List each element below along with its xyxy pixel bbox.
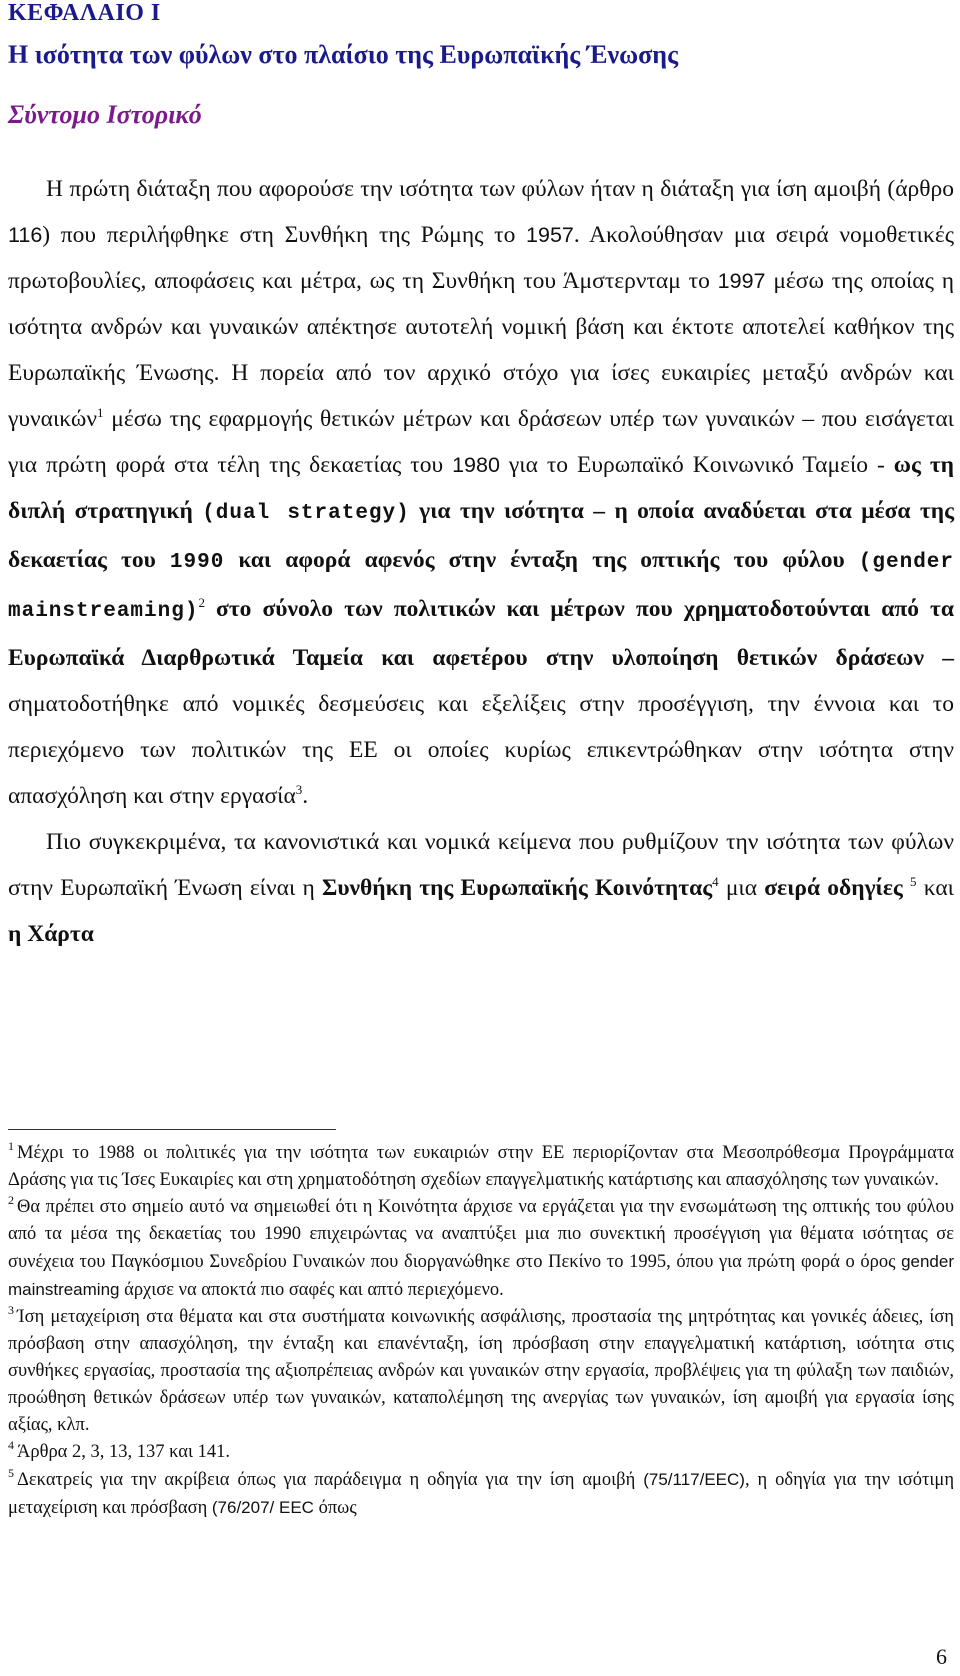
footnote-ref-5: 5 [910,874,917,889]
page-number: 6 [936,1644,947,1669]
footnote-4: $^4$ Άρθρα 2, 3, 13, 137 και 141. [8,1438,230,1462]
main-text [8,166,954,957]
section-subtitle: Σύντομο Ιστορικό [8,100,202,129]
page-title: Η ισότητα των φύλων στο πλαίσιο της Ευρωπαϊκής Ένωσης [8,40,679,69]
footnote-2: $^2$ Θα πρέπει στο σημείο αυτό να σημειωθεί ότι η Κοινότητα άρχισε να εργάζεται για την ενσωμάτωση της οπτικής του φύλου από τα μέσα της δεκαετίας του 1990 επιχειρώντας να αναπτύξει μια πιο συνεκτική προσέγγιση για θέματα ισότητας σε συνέχεια του Παγκόσμιου Συνεδρίου Γυναικών που διοργανώθηκε στο Πεκίνο το 1995, όπου για πρώτη φορά ο όρος gender mainstreaming άρχισε να αποκτά πιο σαφές και απτό περιεχόμενο. [8,1193,954,1300]
footnotes [8,1140,954,1522]
footnote-ref-1: 1 [97,405,104,420]
footnote-ref-2: 2 [198,595,205,610]
chapter-heading: ΚΕΦΑΛΑΙΟ Ι [8,0,161,26]
paragraph-1: Η πρώτη διάταξη που αφορούσε την ισότητα των φύλων ήταν η διάταξη για ίση αμοιβή (άρθρο 116) που περιλήφθηκε στη Συνθήκη της Ρώμης το 1957. Ακολούθησαν μια σειρά νομοθετικές πρωτοβουλίες, αποφάσεις και μέτρα, ως τη Συνθήκη του Άμστερνταμ το 1997 μέσω της οποίας η ισότητα ανδρών και γυναικών απέκτησε αυτοτελή νομική βάση και έκτοτε αποτελεί καθήκον της Ευρωπαϊκής Ένωσης. Η πορεία από τον αρχικό στόχο για ίσες ευκαιρίες μεταξύ ανδρών και γυναικών$^1$ μέσω της εφαρμογής θετικών μέτρων και δράσεων υπέρ των γυναικών – που εισάγεται για πρώτη φορά στα τέλη της δεκαετίας του 1980 για το Ευρωπαϊκό Κοινωνικό Ταμείο - ως τη διπλή στρατηγική (dual strategy) για την ισότητα – η οποία αναδύεται στα μέσα της δεκαετίας του 1990 και αφορά αφενός στην ένταξη της οπτικής του φύλου (gender mainstreaming)$^2$ στο σύνολο των πολιτικών και μέτρων που χρηματοδοτούνται από τα Ευρωπαϊκά Διαρθρωτικά Ταμεία και αφετέρου στην υλοποίηση θετικών δράσεων – σηματοδοτήθηκε από νομικές δεσμεύσεις και εξελίξεις στην προσέγγιση, την έννοια και το περιεχόμενο των πολιτικών της ΕΕ οι οποίες κυρίως επικεντρώθηκαν στην ισότητα στην απασχόληση και στην εργασία$^3$. [8,176,954,809]
footnote-5: $^5$ Δεκατρείς για την ακρίβεια όπως για παράδειγμα η οδηγία για την ίση αμοιβή (75/117/EEC), η οδηγία για την ισότιμη μεταχείριση και πρόσβαση (76/207/ EEC όπως [8,1466,955,1518]
footnote-3: $^3$ Ίση μεταχείριση στα θέματα και στα συστήματα κοινωνικής ασφάλισης, προστασία της μητρότητας και γονικές άδειες, ίση πρόσβαση στην απασχόληση, την ένταξη και επανένταξη, ίση πρόσβαση στην επαγγελματική κατάρτιση, ισότητα στις συνθήκες εργασίας, προστασία της αξιοπρέπειας ανδρών και γυναικών στην εργασία, προβλέψεις για τη φύλαξη των παιδιών, προώθηση θετικών δράσεων υπέρ των γυναικών, καταπολέμηση της ανεργίας των γυναικών, ίση αμοιβή για εργασία ίσης αξίας, κλπ. [8,1303,954,1435]
footnote-divider [8,1129,336,1130]
footnote-1: $^1$ Μέχρι το 1988 οι πολιτικές για την ισότητα των ευκαιριών στην ΕΕ περιορίζονταν στα Μεσοπρόθεσμα Προγράμματα Δράσης για τις Ίσες Ευκαιρίες και στη χρηματοδότηση σχεδίων επαγγελματικής κατάρτισης και απασχόλησης των γυναικών. [8,1139,954,1190]
footnote-ref-4: 4 [712,874,719,889]
footnote-ref-3: 3 [295,782,303,797]
paragraph-2: Πιο συγκεκριμένα, τα κανονιστικά και νομικά κείμενα που ρυθμίζουν την ισότητα των φύλων στην Ευρωπαϊκή Ένωση είναι η Συνθήκη της Ευρωπαϊκής Κοινότητας$^4$ μια σειρά οδηγίες $^5$ και η Χάρτα [8,829,955,947]
